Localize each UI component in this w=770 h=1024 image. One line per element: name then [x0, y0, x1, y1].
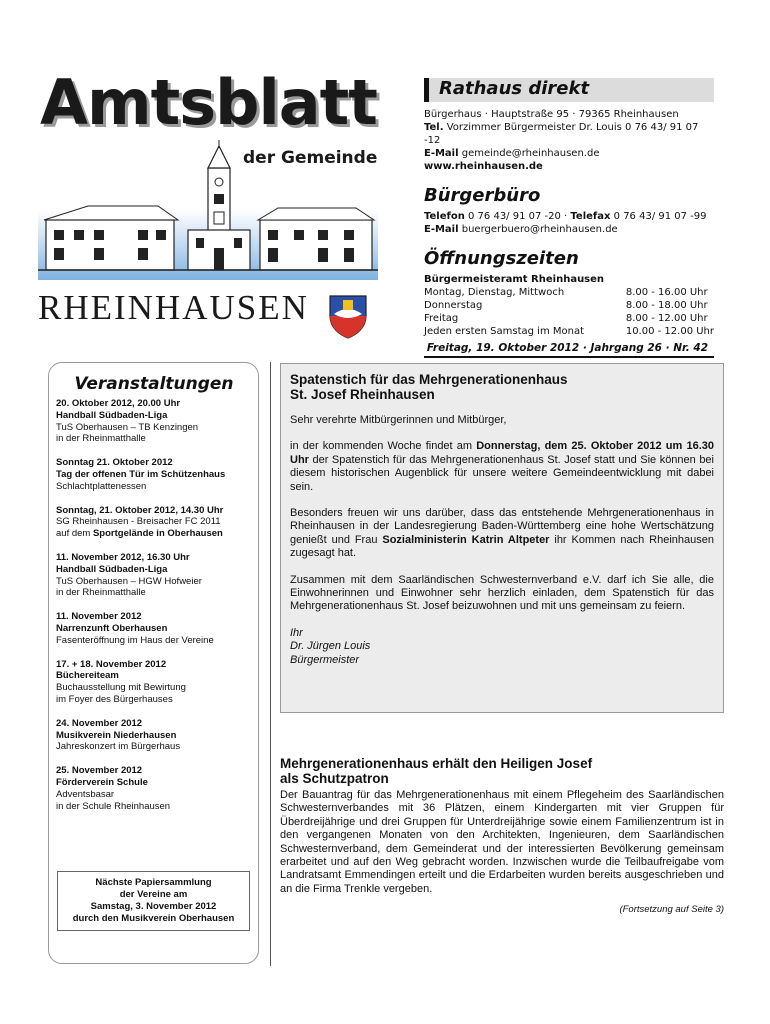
- hours-row: [424, 325, 714, 338]
- masthead-title: Amtsblatt: [40, 66, 377, 139]
- event-date: 20. Oktober 2012, 20.00 Uhr: [56, 398, 181, 409]
- event-date: Sonntag 21. Oktober 2012: [56, 457, 173, 469]
- column-divider: [270, 362, 271, 966]
- article-paragraph: Zusammen mit dem Saarländischen Schwesternverband e.V. darf ich Sie alle, die Einwohnerinnen und Einwohner sehr herzlich einladen, dem Spatenstich für das Mehrgenerationenhaus St. Josef beizuwohnen und mit uns gemeinsam zu feiern.: [290, 573, 714, 613]
- bb-email-label: E-Mail: [424, 224, 459, 235]
- event-line: in der Rheinmatthalle: [56, 587, 146, 599]
- event-item: [56, 505, 252, 540]
- tel-value: Vorzimmer Bürgermeister Dr. Louis 0 76 43/ 91 07 -12: [424, 122, 699, 146]
- event-date: 24. November 2012: [56, 717, 143, 729]
- schutzpatron-article: [280, 756, 724, 915]
- hours-day: Montag, Dienstag, Mittwoch: [424, 287, 565, 298]
- event-title: Büchereiteam: [56, 670, 119, 682]
- signature-line: Ihr: [290, 626, 303, 639]
- event-date: 17. + 18. November 2012: [56, 658, 167, 670]
- office-name: Bürgermeisteramt Rheinhausen: [424, 274, 605, 285]
- event-date: Sonntag, 21. Oktober 2012, 14.30 Uhr: [56, 504, 224, 516]
- issue-dateline: Freitag, 19. Oktober 2012 · Jahrgang 26 · Nr. 42: [424, 342, 714, 358]
- spatenstich-article: [280, 363, 724, 713]
- event-date: 11. November 2012: [56, 611, 142, 623]
- telefon-value: 0 76 43/ 91 07 -20 ·: [468, 211, 568, 222]
- headline-line: Spatenstich für das Mehrgenerationenhaus: [290, 372, 568, 387]
- text-run: der Spatenstich für das Mehrgenerationenhaus St. Josef statt und Sie können bei diesem historischen Augenblick für unsere weitere Gemeindeentwicklung mit dabei sein.: [290, 453, 714, 493]
- event-line: Fasenteröffnung im Haus der Vereine: [56, 634, 214, 646]
- event-line-prefix: auf dem: [56, 528, 93, 540]
- hours-day: Donnerstag: [424, 300, 483, 311]
- event-item: [56, 659, 252, 706]
- headline-line: Mehrgenerationenhaus erhält den Heiligen Josef: [280, 756, 593, 771]
- paper-collection-notice: [57, 871, 250, 931]
- text-run: Besonders freuen wir uns darüber, dass das entstehende Mehrgenerationenhaus in Rheinhausen in der Landesregierung Baden-Württemberg eine hohe Wertschätzung genießt und Frau: [290, 507, 714, 546]
- article-paragraph: [290, 507, 714, 561]
- event-item: [56, 552, 252, 599]
- event-line: TuS Oberhausen – HGW Hofweier: [56, 575, 202, 587]
- event-title: Handball Südbaden-Liga: [56, 409, 168, 421]
- event-title: Narrenzunft Oberhausen: [56, 622, 168, 634]
- event-title: Musikverein Niederhausen: [56, 729, 177, 741]
- event-item: [56, 765, 252, 812]
- bb-email-link[interactable]: buergerbuero@rheinhausen.de: [461, 224, 618, 235]
- signature-title: Bürgermeister: [290, 653, 360, 666]
- contact-block: [424, 78, 714, 338]
- event-line: TuS Oberhausen – TB Kenzingen: [56, 421, 199, 433]
- event-line: Buchausstellung mit Bewirtung: [56, 682, 186, 694]
- rathaus-heading: Rathaus direkt: [439, 78, 590, 99]
- town-name: RHEINHAUSEN: [38, 288, 309, 327]
- opening-hours-table: [424, 286, 714, 338]
- events-heading: Veranstaltungen: [74, 374, 234, 394]
- text-run: ihr Kommen nach Rheinhausen zugesagt hat.: [290, 533, 714, 560]
- event-item: [56, 457, 252, 492]
- event-date: 25. November 2012: [56, 765, 143, 777]
- notice-line: Nächste Papiersammlung: [95, 877, 212, 888]
- salutation: Sehr verehrte Mitbürgerinnen und Mitbürger,: [290, 414, 507, 426]
- article-headline: [290, 372, 714, 402]
- email-link[interactable]: gemeinde@rheinhausen.de: [461, 148, 600, 159]
- event-line: im Foyer des Bürgerhauses: [56, 693, 173, 705]
- event-venue: Sportgelände in Oberhausen: [92, 528, 223, 540]
- event-line: SG Rheinhausen - Breisacher FC 2011: [56, 516, 221, 528]
- hours-row: [424, 299, 714, 312]
- hours-row: [424, 286, 714, 299]
- article-body: Der Bauantrag für das Mehrgenerationenhaus mit einem Pflegeheim des Saarländischen Schwesternverbandes mit 36 Plätzen, einem Kindergarten mit vier Gruppen für Überdreijährige und drei Gruppen für Unterdreijährige sowie einem Familienzentrum ist in den vergangenen Monaten von den Architekten, Ingenieuren, dem Saarländischen Schwesternverband, dem Gemeinderat und der interessierten Bevölkerung gemeinsam erarbeitet und auf den Weg gebracht worden. Inzwischen wurde die Teilbaufreigabe vom Landratsamt Emmendingen erteilt und die Erdarbeiten wurden bereits ausgeschrieben und an die Firma Trenkle vergeben.: [280, 789, 724, 895]
- headline-line: St. Josef Rheinhausen: [290, 387, 435, 402]
- event-datetime: Donnerstag, dem 25. Oktober 2012 um 16.30 Uhr: [290, 440, 714, 466]
- tel-label: Tel.: [424, 122, 444, 133]
- headline-line: als Schutzpatron: [280, 771, 389, 786]
- event-line: in der Rheinmatthalle: [56, 433, 146, 445]
- email-label: E-Mail: [424, 148, 459, 159]
- event-title: Tag der offenen Tür im Schützenhaus: [56, 468, 226, 480]
- minister-name: Sozialministerin Katrin Altpeter: [382, 533, 550, 546]
- hours-row: [424, 312, 714, 325]
- continuation-note: (Fortsetzung auf Seite 3): [619, 904, 724, 916]
- notice-line: der Vereine am: [119, 889, 188, 900]
- telefax-label: Telefax: [570, 211, 611, 222]
- website-link[interactable]: www.rheinhausen.de: [424, 161, 543, 172]
- hours-time: 10.00 - 12.00 Uhr: [625, 326, 714, 337]
- event-line: Jahreskonzert im Bürgerhaus: [56, 741, 181, 753]
- event-date: 11. November 2012, 16.30 Uhr: [56, 551, 190, 563]
- notice-line: durch den Musikverein Oberhausen: [72, 913, 235, 924]
- article-headline: [280, 756, 724, 786]
- rathaus-address: Bürgerhaus · Hauptstraße 95 · 79365 Rheinhausen: [424, 109, 679, 120]
- signature-name: Dr. Jürgen Louis: [290, 640, 371, 653]
- event-title: Förderverein Schule: [56, 776, 148, 788]
- telefax-value: 0 76 43/ 91 07 -99: [613, 211, 707, 222]
- coat-of-arms-icon: [328, 294, 368, 340]
- hours-day: Freitag: [424, 313, 459, 324]
- buergerbuero-heading: Bürgerbüro: [424, 185, 541, 206]
- event-line: Adventsbasar: [56, 788, 115, 800]
- hours-time: 8.00 - 18.00 Uhr: [625, 300, 708, 311]
- event-item: [56, 611, 252, 646]
- event-line: Schlachtplattenessen: [56, 480, 147, 492]
- hours-day: Jeden ersten Samstag im Monat: [424, 326, 585, 337]
- oeffnungszeiten-heading: Öffnungszeiten: [424, 248, 579, 269]
- telefon-label: Telefon: [424, 211, 465, 222]
- text-run: in der kommenden Woche findet am: [290, 440, 477, 453]
- hours-time: 8.00 - 12.00 Uhr: [625, 313, 708, 324]
- event-item: [56, 718, 252, 753]
- masthead-subtitle: der Gemeinde: [243, 148, 378, 168]
- events-sidebar: [48, 362, 259, 964]
- event-title: Handball Südbaden-Liga: [56, 563, 168, 575]
- event-item: [56, 398, 252, 445]
- article-paragraph: [290, 440, 714, 494]
- notice-line: Samstag, 3. November 2012: [90, 901, 217, 912]
- hours-time: 8.00 - 16.00 Uhr: [625, 287, 708, 298]
- event-line: in der Schule Rheinhausen: [56, 800, 171, 812]
